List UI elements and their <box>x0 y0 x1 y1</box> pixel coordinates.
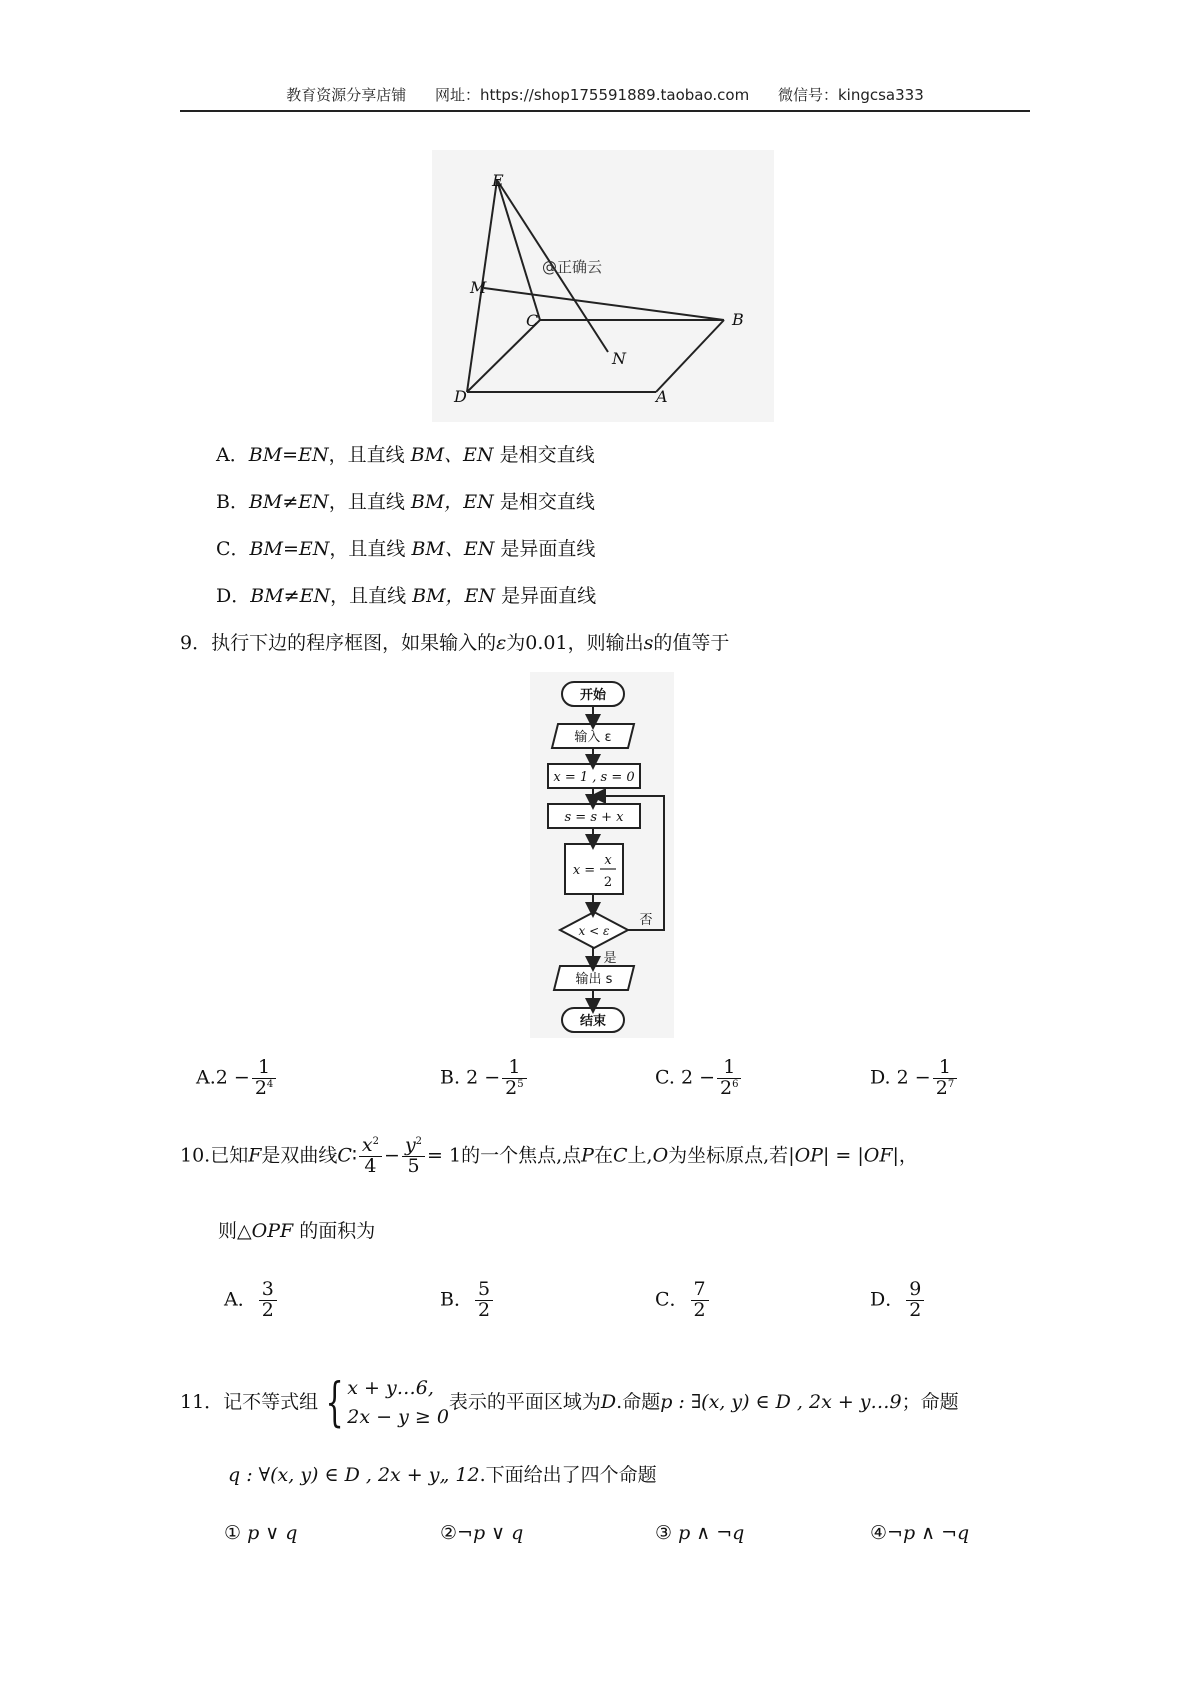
header-divider <box>180 110 1030 112</box>
label-M: M <box>470 278 487 297</box>
q11-prop-2: ②¬p ∨ q <box>440 1522 524 1544</box>
flow-update-s-text: s = s + x <box>564 810 624 825</box>
flow-update-x-den: 2 <box>603 875 613 890</box>
label-A: A <box>656 387 668 406</box>
page-header <box>180 84 1030 112</box>
flow-cond-text: x < ε <box>578 924 610 938</box>
flow-update-x-lhs: x = <box>572 863 596 878</box>
label-N: N <box>612 349 626 368</box>
q10-option-a: A． $\frac{3}{2}$ <box>224 1280 279 1321</box>
flow-init-text: x = 1 , s = 0 <box>553 770 635 785</box>
q11-stem: 11．记不等式组 { x + y…6, 2x − y ≥ 0 表示的平面区域为D.命题p : ∃(x, y) ∈ D , 2x + y…9；命题 <box>180 1373 959 1433</box>
q11-prop-1: ① p ∨ q <box>224 1522 298 1544</box>
figure-watermark: @正确云 <box>542 258 603 276</box>
q11-line2: q : ∀(x, y) ∈ D , 2x + y„ 12.下面给出了四个命题 <box>228 1464 657 1486</box>
q10-stem: 10.已知F是双曲线C∶ $\frac{x^2}{4}$ − $\frac{y^2}{5}$ = 1的一个焦点,点P在C上,O为坐标原点,若|OP| = |OF|， <box>180 1134 918 1177</box>
flow-yes-label: 是 <box>603 951 617 966</box>
header-url: 网址：https://shop175591889.taobao.com <box>435 86 750 104</box>
flow-start-text: 开始 <box>579 688 607 703</box>
flow-input-text: 输入 ε <box>574 730 612 745</box>
flow-output-text: 输出 s <box>575 972 613 987</box>
q8-option-d: D．BM≠EN，且直线 BM，EN 是异面直线 <box>216 585 597 607</box>
q9-option-b: B. 2 − $\frac{1}{2^5}$ <box>440 1058 529 1099</box>
geometry-figure-svg <box>432 150 774 422</box>
flow-no-label: 否 <box>639 913 653 928</box>
q9-stem: 9．执行下边的程序框图，如果输入的ε为0.01，则输出s的值等于 <box>180 632 730 654</box>
q11-prop-4: ④¬p ∧ ¬q <box>870 1522 970 1544</box>
geometry-figure <box>432 150 774 422</box>
q8-option-a: A．BM=EN，且直线 BM、EN 是相交直线 <box>216 444 595 466</box>
q10-option-b: B． $\frac{5}{2}$ <box>440 1280 495 1321</box>
q10-line2: 则△OPF 的面积为 <box>218 1220 376 1242</box>
q11-prop-3: ③ p ∧ ¬q <box>655 1522 745 1544</box>
q8-option-b: B．BM≠EN，且直线 BM，EN 是相交直线 <box>216 491 595 513</box>
label-E: E <box>492 171 504 190</box>
q9-option-d: D. 2 − $\frac{1}{2^7}$ <box>870 1058 959 1099</box>
header-shop: 教育资源分享店铺 <box>286 86 407 104</box>
label-D: D <box>454 387 467 406</box>
flow-end-text: 结束 <box>579 1014 607 1029</box>
flow-update-x-num: x <box>604 853 612 868</box>
label-C: C <box>526 311 539 330</box>
label-B: B <box>732 310 744 329</box>
q9-option-c: C. 2 − $\frac{1}{2^6}$ <box>655 1058 743 1099</box>
q8-option-c: C．BM=EN，且直线 BM、EN 是异面直线 <box>216 538 596 560</box>
q10-option-d: D． $\frac{9}{2}$ <box>870 1280 926 1321</box>
flowchart-svg <box>530 672 674 1038</box>
flowchart <box>530 672 674 1038</box>
header-wechat: 微信号：kingcsa333 <box>777 86 924 104</box>
q10-option-c: C． $\frac{7}{2}$ <box>655 1280 711 1321</box>
q9-option-a: A.2 − $\frac{1}{2^4}$ <box>196 1058 278 1099</box>
